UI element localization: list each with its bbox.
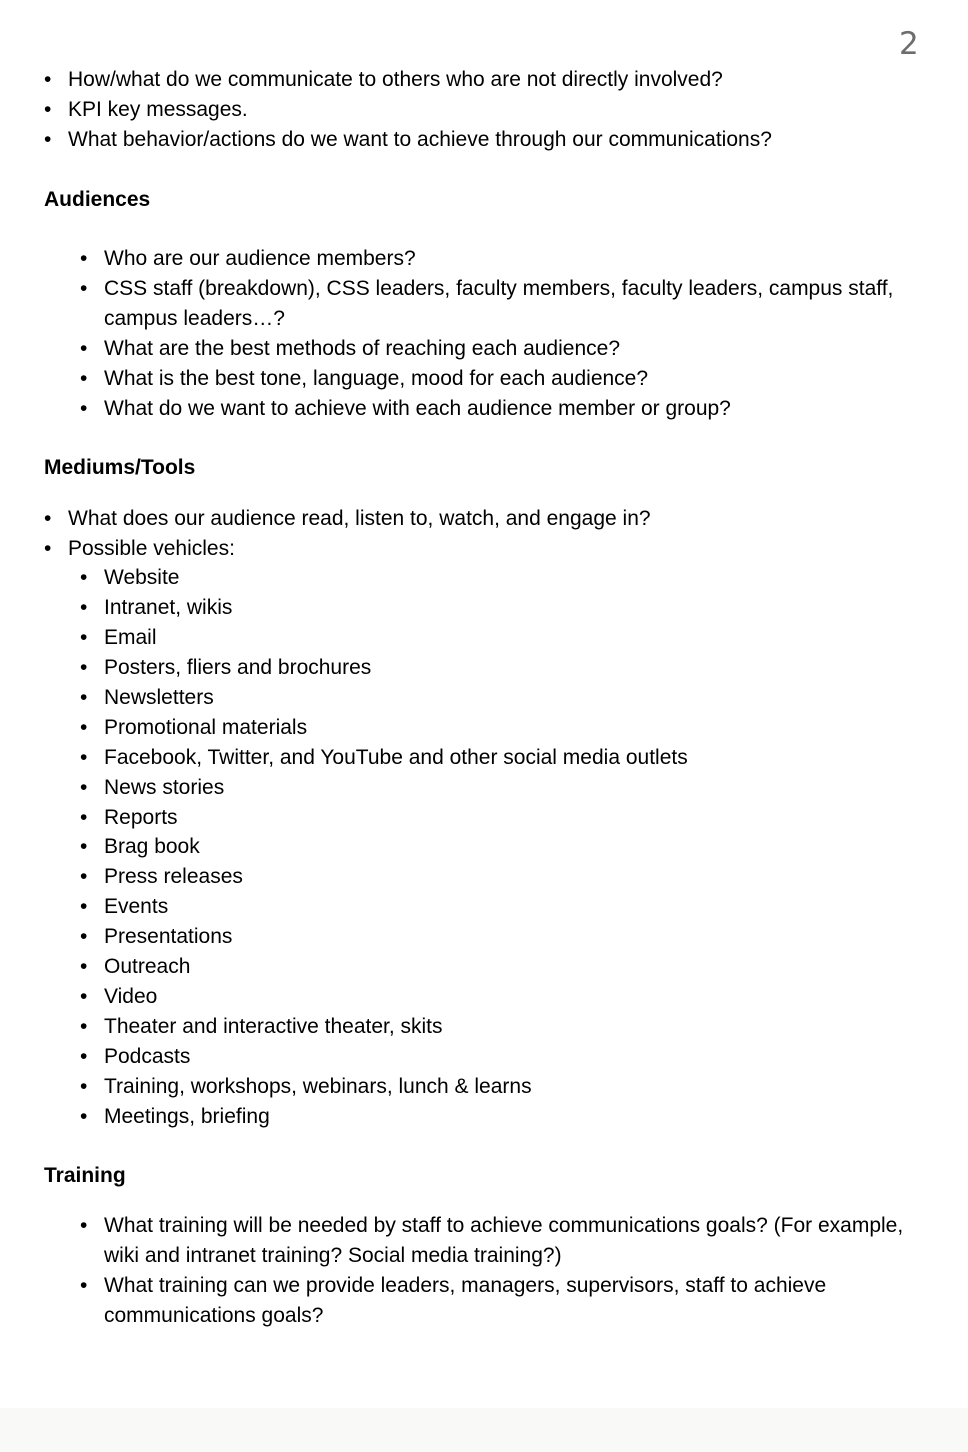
list-item: CSS staff (breakdown), CSS leaders, faculty members, faculty leaders, campus staff,: [104, 277, 894, 300]
vehicle-item: Posters, fliers and brochures: [104, 656, 372, 679]
list-item: What does our audience read, listen to, watch, and engage in?: [68, 507, 651, 530]
vehicle-item: Facebook, Twitter, and YouTube and other social media outlets: [104, 746, 688, 769]
bullet-icon: •: [80, 865, 88, 888]
vehicle-item: Meetings, briefing: [104, 1105, 270, 1128]
bullet-icon: •: [80, 656, 88, 679]
bullet-icon: •: [80, 367, 88, 390]
bullet-icon: •: [80, 686, 88, 709]
list-item: What do we want to achieve with each audience member or group?: [104, 397, 731, 420]
list-item: How/what do we communicate to others who are not directly involved?: [68, 68, 723, 91]
bullet-icon: •: [80, 277, 88, 300]
list-item: What behavior/actions do we want to achieve through our communications?: [68, 128, 772, 151]
vehicle-item: Podcasts: [104, 1045, 191, 1068]
vehicle-item: Website: [104, 566, 180, 589]
bullet-icon: •: [80, 1045, 88, 1068]
bullet-icon: •: [80, 746, 88, 769]
vehicle-item: Video: [104, 985, 158, 1008]
vehicle-item: Intranet, wikis: [104, 596, 233, 619]
vehicle-item: News stories: [104, 776, 225, 799]
bullet-icon: •: [80, 806, 88, 829]
bullet-icon: •: [44, 68, 52, 91]
vehicle-item: Brag book: [104, 835, 200, 858]
bullet-icon: •: [80, 776, 88, 799]
bullet-icon: •: [80, 626, 88, 649]
section-heading-training: Training: [44, 1164, 126, 1187]
bullet-icon: •: [80, 1075, 88, 1098]
list-item: Possible vehicles:: [68, 537, 235, 560]
bullet-icon: •: [80, 1105, 88, 1128]
vehicle-item: Training, workshops, webinars, lunch & learns: [104, 1075, 532, 1098]
page-number: 2: [899, 26, 919, 62]
bullet-icon: •: [80, 247, 88, 270]
bullet-icon: •: [44, 507, 52, 530]
vehicle-item: Presentations: [104, 925, 233, 948]
vehicle-item: Events: [104, 895, 169, 918]
vehicle-item: Theater and interactive theater, skits: [104, 1015, 443, 1038]
list-item-continuation: communications goals?: [104, 1304, 324, 1327]
bullet-icon: •: [80, 566, 88, 589]
bullet-icon: •: [44, 537, 52, 560]
bullet-icon: •: [80, 925, 88, 948]
bullet-icon: •: [80, 1214, 88, 1237]
bullet-icon: •: [44, 98, 52, 121]
bullet-icon: •: [80, 955, 88, 978]
vehicle-item: Reports: [104, 806, 178, 829]
bullet-icon: •: [80, 337, 88, 360]
bullet-icon: •: [80, 716, 88, 739]
list-item: What training can we provide leaders, managers, supervisors, staff to achieve: [104, 1274, 827, 1297]
vehicle-item: Email: [104, 626, 157, 649]
bullet-icon: •: [44, 128, 52, 151]
list-item: What training will be needed by staff to achieve communications goals? (For example,: [104, 1214, 904, 1237]
vehicle-item: Press releases: [104, 865, 243, 888]
list-item-continuation: campus leaders…?: [104, 307, 285, 330]
list-item: What is the best tone, language, mood for each audience?: [104, 367, 649, 390]
bullet-icon: •: [80, 1015, 88, 1038]
bullet-icon: •: [80, 397, 88, 420]
list-item: Who are our audience members?: [104, 247, 416, 270]
list-item: What are the best methods of reaching each audience?: [104, 337, 620, 360]
page-bottom-edge: [0, 1408, 968, 1452]
bullet-icon: •: [80, 835, 88, 858]
bullet-icon: •: [80, 596, 88, 619]
section-heading-audiences: Audiences: [44, 188, 151, 211]
vehicle-item: Newsletters: [104, 686, 214, 709]
bullet-icon: •: [80, 1274, 88, 1297]
bullet-icon: •: [80, 895, 88, 918]
section-heading-mediums-tools: Mediums/Tools: [44, 456, 196, 479]
list-item: KPI key messages.: [68, 98, 248, 121]
vehicle-item: Outreach: [104, 955, 191, 978]
list-item-continuation: wiki and intranet training? Social media training?): [104, 1244, 562, 1267]
bullet-icon: •: [80, 985, 88, 1008]
vehicle-item: Promotional materials: [104, 716, 308, 739]
